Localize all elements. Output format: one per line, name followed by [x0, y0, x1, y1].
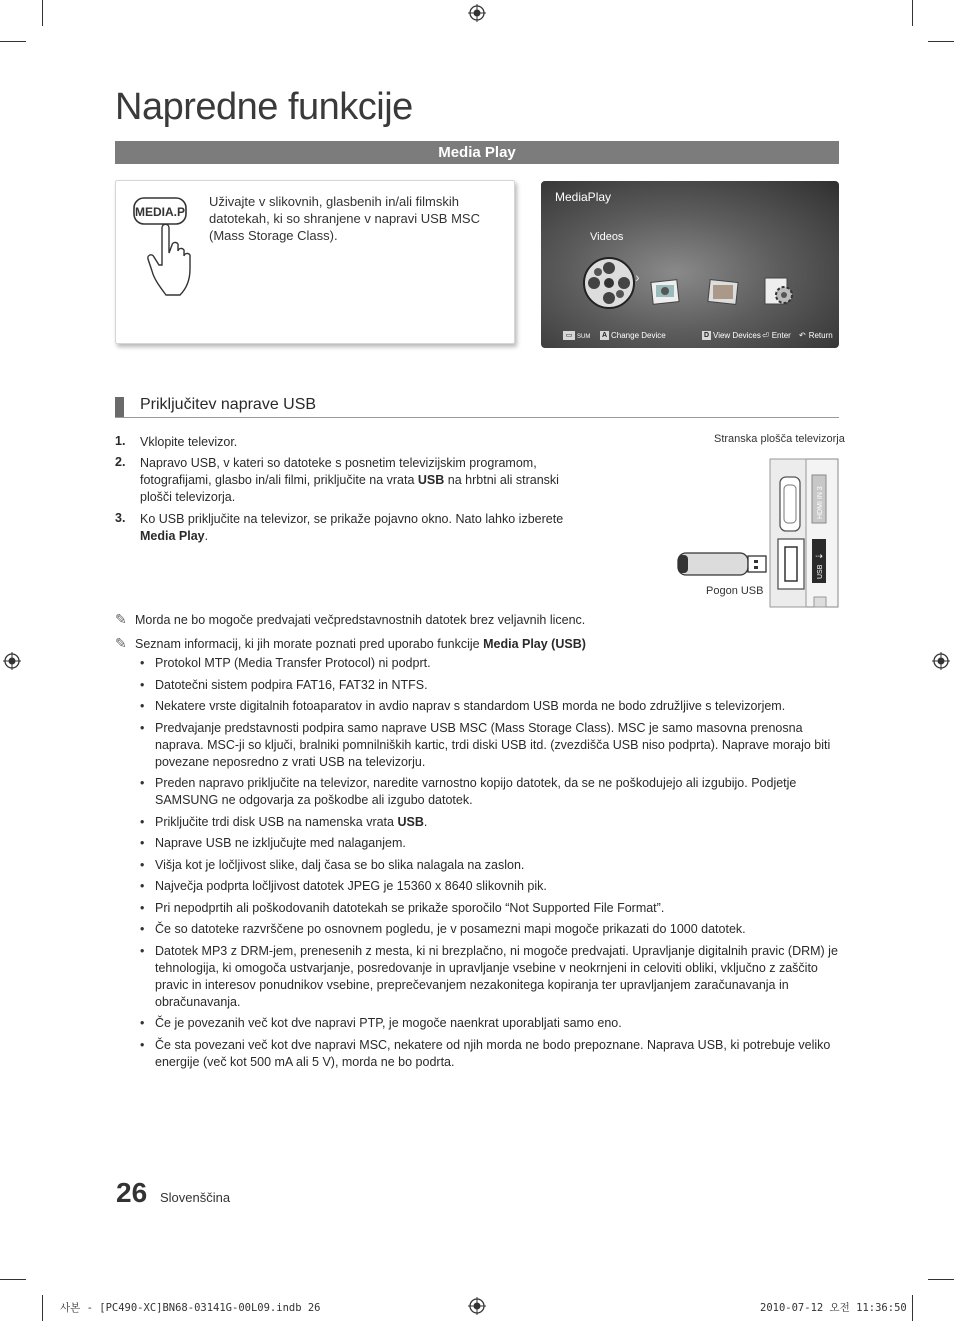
list-item: • Nekatere vrste digitalnih fotoaparatov in avdio naprav s standardom USB morda ne bodo združljive s televizorjem. — [138, 698, 838, 715]
crop-mark — [0, 1279, 26, 1280]
list-item: • Višja kot je ločljivost slike, dalj časa se bo slika nalagala na zaslon. — [138, 857, 838, 874]
settings-gear-icon — [762, 275, 796, 307]
step-number: 2. — [115, 455, 126, 469]
page-title: Napredne funkcije — [115, 86, 413, 128]
remote-button-press-icon — [132, 195, 204, 299]
key-a-icon: A — [601, 332, 608, 340]
print-timestamp: 2010-07-12 오전 11:36:50 — [760, 1302, 907, 1314]
subsection-title: Priključitev naprave USB — [140, 396, 317, 413]
music-icon — [705, 277, 741, 307]
subsection-marker — [115, 397, 124, 417]
page-number: 26 — [116, 1177, 148, 1208]
mediaplay-footer-view-devices: D View Devices — [703, 331, 761, 340]
list-item: • Če sta povezani več kot dve napravi MSC, nekatere od njih morda ne bodo prepoznane. Naprava USB, ki potrebuje veliko energije (več kot 500 mA ali 5 V), morda ne bo podrta. — [138, 1037, 838, 1071]
list-item: • Naprave USB ne izključujte med nalaganjem. — [138, 835, 838, 852]
port-label-usb: USB — [817, 564, 824, 579]
note-pencil-icon: ✎ — [115, 611, 127, 627]
mediaplay-screenshot — [541, 181, 839, 348]
requirements-list — [138, 655, 838, 1075]
crop-mark — [928, 1279, 954, 1280]
key-d-icon: D — [703, 332, 710, 340]
page-language: Slovenščina — [160, 1190, 231, 1205]
mediaplay-footer-enter: ⏎ Enter — [762, 331, 791, 340]
enter-icon: ⏎ — [762, 331, 769, 340]
list-item: • Če so datoteke razvrščene po osnovnem pogledu, je v posamezni mapi mogoče prikazati do 1000 datotek. — [138, 921, 838, 938]
film-reel-icon — [581, 255, 637, 311]
registration-mark-icon — [468, 4, 486, 22]
subsection-divider — [115, 417, 839, 418]
list-item: • Pri nepodprtih ali poškodovanih datotekah se prikaže sporočilo “Not Supported File Format”. — [138, 900, 838, 917]
list-item: • Datotek MP3 z DRM-jem, prenesenih z mesta, ki ni brezplačno, ni mogoče predvajati. Upravljanje digitalnih pravic (DRM) je tehnologija, ki omogoča ustvarjanje, posredovanje in upravljanje vsebine v neokrnjeni in celoviti obliki, vključno z zaščito pravic in interesov ponudnikov vsebine, preprečevanjem nezakonitega kopiranja ter upravljanjem zaračunavanja in obračunavanja. — [138, 943, 838, 1011]
list-item: • Priključite trdi disk USB na namenska vrata USB. — [138, 814, 838, 831]
step-text: Napravo USB, v kateri so datoteke s posnetim televizijskim programom, fotografijami, glasbo in/ali filmi, priključite na vrata USB na hrbtni ali stranski plošči televizorja. — [140, 456, 559, 504]
registration-mark-icon — [468, 1297, 486, 1315]
registration-mark-icon — [932, 652, 950, 670]
mediaplay-footer-return: ↶ Return — [799, 331, 833, 340]
list-item: • Datotečni sistem podpira FAT16, FAT32 in NTFS. — [138, 677, 838, 694]
note-pencil-icon: ✎ — [115, 635, 127, 651]
note: ✎ Morda ne bo mogoče predvajati večpredstavnostnih datotek brez veljavnih licenc. — [115, 611, 586, 627]
step-text: Vklopite televizor. — [140, 435, 238, 449]
print-file-info: 사본 - [PC490-XC]BN68-03141G-00L09.indb 26 — [60, 1302, 321, 1314]
list-item: • Predvajanje predstavnosti podpira samo naprave USB MSC (Mass Storage Class). MSC je samo masovna prenosna naprava. MSC-ji so ključi, bralniki pomnilniških kartic, trdi diski USB itd. (zvezdišča USB niso podprta). Naprave morajo biti povezane neposredno z vrati USB na televizorju. — [138, 720, 838, 771]
section-header — [115, 141, 839, 164]
list-item: • Preden napravo priključite na televizor, naredite varnostno kopijo datotek, da se ne poškodujejo ali izgubijo. Podjetje SAMSUNG ne odgovarja za poškodbe ali izgubo datotek. — [138, 775, 838, 809]
crop-mark — [42, 0, 43, 26]
list-item: • Protokol MTP (Media Transfer Protocol) ni podprt. — [138, 655, 838, 672]
crop-mark — [928, 41, 954, 42]
step-number: 1. — [115, 434, 126, 448]
diagram-caption-side-panel: Stranska plošča televizorja — [714, 433, 845, 445]
media-p-button-label: MEDIA.P — [134, 205, 186, 219]
step-text: Ko USB priključite na televizor, se prikaže pojavno okno. Nato lahko izberete Media Play. — [140, 512, 564, 543]
mediaplay-title: MediaPlay — [555, 190, 612, 204]
usb-device-icon: ▭ — [563, 331, 575, 340]
list-item: • Največja podprta ločljivost datotek JPEG je 15360 x 8640 slikovnih pik. — [138, 878, 838, 895]
step-number: 3. — [115, 511, 126, 525]
crop-mark — [0, 41, 26, 42]
usb-symbol-icon: ⇢ — [815, 551, 823, 561]
list-item: • Če je povezanih več kot dve napravi PTP, je mogoče naenkrat uporabljati samo eno. — [138, 1015, 838, 1032]
photos-icon — [649, 277, 683, 307]
return-icon: ↶ — [799, 331, 806, 340]
mediaplay-selected-item: Videos — [590, 231, 624, 243]
chevron-right-icon: › — [635, 269, 640, 285]
mediaplay-footer-sum: ▭ SUM — [563, 331, 590, 340]
mediaplay-footer-change-device: A Change Device — [601, 331, 666, 340]
diagram-caption-usb-drive: Pogon USB — [706, 585, 764, 597]
intro-description: Uživajte v slikovnih, glasbenih in/ali filmskih datotekah, ki so shranjene v napravi USB MSC (Mass Storage Class). — [209, 194, 480, 243]
section-title: Media Play — [438, 144, 516, 161]
registration-mark-icon — [3, 652, 21, 670]
crop-mark — [42, 1295, 43, 1321]
crop-mark — [912, 0, 913, 26]
port-label-hdmi: HDMI IN 3 — [817, 486, 824, 519]
note: ✎ Seznam informacij, ki jih morate poznati pred uporabo funkcije Media Play (USB) — [115, 635, 586, 651]
crop-mark — [912, 1295, 913, 1321]
